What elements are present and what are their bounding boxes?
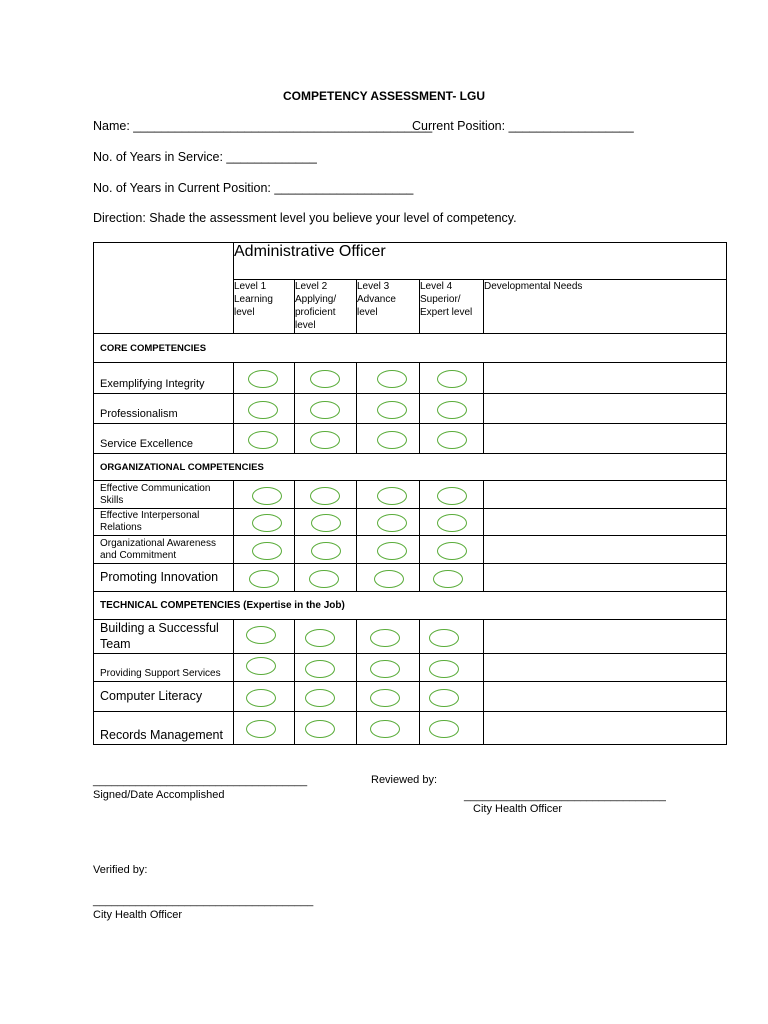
rating-oval[interactable] xyxy=(437,401,467,419)
level-cell[interactable] xyxy=(357,654,420,682)
reviewer-signature-line[interactable]: _________________________________ xyxy=(464,790,666,802)
rating-oval[interactable] xyxy=(246,657,276,675)
table-corner-cell xyxy=(94,243,234,334)
level-cell[interactable] xyxy=(234,509,295,536)
rating-oval[interactable] xyxy=(249,570,279,588)
level-cell[interactable] xyxy=(295,654,357,682)
document-title: COMPETENCY ASSESSMENT- LGU xyxy=(282,89,486,103)
rating-oval[interactable] xyxy=(310,401,340,419)
level-cell[interactable] xyxy=(295,394,357,424)
rating-oval[interactable] xyxy=(437,542,467,560)
rating-oval[interactable] xyxy=(377,401,407,419)
developmental-needs-cell[interactable] xyxy=(484,394,727,424)
level-cell[interactable] xyxy=(234,481,295,509)
competency-label: Computer Literacy xyxy=(94,682,234,712)
level-cell[interactable] xyxy=(234,424,295,454)
level-cell[interactable] xyxy=(295,620,357,654)
level-cell[interactable] xyxy=(357,424,420,454)
rating-oval[interactable] xyxy=(248,370,278,388)
name-field[interactable]: Name: ___________________________________________ xyxy=(93,119,433,133)
current-position-field[interactable]: Current Position: __________________ xyxy=(412,119,634,133)
rating-oval[interactable] xyxy=(370,720,400,738)
competency-label: Effective Interpersonal Relations xyxy=(94,509,234,536)
rating-oval[interactable] xyxy=(305,660,335,678)
competency-label: Building a Successful Team xyxy=(94,620,234,654)
rating-oval[interactable] xyxy=(310,431,340,449)
signed-date-label: Signed/Date Accomplished xyxy=(93,789,225,801)
rating-oval[interactable] xyxy=(377,370,407,388)
level-cell[interactable] xyxy=(420,682,484,712)
competency-label: Service Excellence xyxy=(94,424,234,454)
level-3-header: Level 3 Advance level xyxy=(357,280,420,334)
level-cell[interactable] xyxy=(420,536,484,564)
rating-oval[interactable] xyxy=(246,626,276,644)
rating-oval[interactable] xyxy=(309,570,339,588)
position-title: Administrative Officer xyxy=(234,243,727,280)
rating-oval[interactable] xyxy=(429,660,459,678)
rating-oval[interactable] xyxy=(374,570,404,588)
level-cell[interactable] xyxy=(234,712,295,745)
rating-oval[interactable] xyxy=(377,542,407,560)
level-cell[interactable] xyxy=(420,481,484,509)
reviewer-title: City Health Officer xyxy=(473,803,563,815)
section-header-organizational: ORGANIZATIONAL COMPETENCIES xyxy=(94,454,727,481)
signature-line[interactable]: ___________________________________ xyxy=(93,775,308,787)
level-cell[interactable] xyxy=(357,363,420,394)
level-cell[interactable] xyxy=(420,363,484,394)
level-cell[interactable] xyxy=(420,654,484,682)
developmental-needs-cell[interactable] xyxy=(484,481,727,509)
level-cell[interactable] xyxy=(295,712,357,745)
direction-text: Direction: Shade the assessment level you believe your level of competency. xyxy=(93,211,517,225)
level-cell[interactable] xyxy=(420,564,484,592)
level-cell[interactable] xyxy=(234,620,295,654)
developmental-needs-cell[interactable] xyxy=(484,712,727,745)
developmental-needs-cell[interactable] xyxy=(484,620,727,654)
level-cell[interactable] xyxy=(234,564,295,592)
rating-oval[interactable] xyxy=(246,689,276,707)
competency-label: Effective Communication Skills xyxy=(94,481,234,509)
developmental-needs-cell[interactable] xyxy=(484,363,727,394)
rating-oval[interactable] xyxy=(429,689,459,707)
assessment-table xyxy=(93,242,727,745)
level-cell[interactable] xyxy=(295,682,357,712)
competency-label: Promoting Innovation xyxy=(94,564,234,592)
level-cell[interactable] xyxy=(357,394,420,424)
developmental-needs-header: Developmental Needs xyxy=(484,280,727,334)
developmental-needs-cell[interactable] xyxy=(484,682,727,712)
rating-oval[interactable] xyxy=(429,720,459,738)
rating-oval[interactable] xyxy=(252,542,282,560)
verified-by-label: Verified by: xyxy=(93,864,148,876)
level-cell[interactable] xyxy=(234,363,295,394)
level-cell[interactable] xyxy=(234,394,295,424)
rating-oval[interactable] xyxy=(248,401,278,419)
rating-oval[interactable] xyxy=(437,487,467,505)
level-cell[interactable] xyxy=(357,712,420,745)
rating-oval[interactable] xyxy=(311,542,341,560)
rating-oval[interactable] xyxy=(433,570,463,588)
level-cell[interactable] xyxy=(420,620,484,654)
rating-oval[interactable] xyxy=(437,431,467,449)
level-cell[interactable] xyxy=(420,712,484,745)
competency-label: Organizational Awareness and Commitment xyxy=(94,536,234,564)
level-cell[interactable] xyxy=(420,394,484,424)
rating-oval[interactable] xyxy=(252,487,282,505)
level-cell[interactable] xyxy=(295,509,357,536)
rating-oval[interactable] xyxy=(310,487,340,505)
level-4-header: Level 4 Superior/ Expert level xyxy=(420,280,484,334)
level-cell[interactable] xyxy=(357,682,420,712)
developmental-needs-cell[interactable] xyxy=(484,564,727,592)
rating-oval[interactable] xyxy=(437,514,467,532)
level-cell[interactable] xyxy=(295,363,357,394)
level-cell[interactable] xyxy=(357,620,420,654)
developmental-needs-cell[interactable] xyxy=(484,509,727,536)
section-header-technical: TECHNICAL COMPETENCIES (Expertise in the Job) xyxy=(94,592,727,620)
competency-label: Providing Support Services xyxy=(94,654,234,682)
level-cell[interactable] xyxy=(295,481,357,509)
rating-oval[interactable] xyxy=(311,514,341,532)
section-header-core: CORE COMPETENCIES xyxy=(94,334,727,363)
competency-label: Professionalism xyxy=(94,394,234,424)
competency-label: Exemplifying Integrity xyxy=(94,363,234,394)
rating-oval[interactable] xyxy=(370,689,400,707)
rating-oval[interactable] xyxy=(377,514,407,532)
level-cell[interactable] xyxy=(295,424,357,454)
developmental-needs-cell[interactable] xyxy=(484,654,727,682)
level-cell[interactable] xyxy=(420,509,484,536)
level-cell[interactable] xyxy=(357,564,420,592)
verifier-signature-line[interactable]: ____________________________________ xyxy=(93,895,314,907)
rating-oval[interactable] xyxy=(437,370,467,388)
rating-oval[interactable] xyxy=(377,487,407,505)
level-cell[interactable] xyxy=(234,536,295,564)
rating-oval[interactable] xyxy=(305,720,335,738)
developmental-needs-cell[interactable] xyxy=(484,424,727,454)
level-1-header: Level 1 Learning level xyxy=(234,280,295,334)
rating-oval[interactable] xyxy=(252,514,282,532)
rating-oval[interactable] xyxy=(305,689,335,707)
level-cell[interactable] xyxy=(357,509,420,536)
level-cell[interactable] xyxy=(357,536,420,564)
level-2-header: Level 2 Applying/ proficient level xyxy=(295,280,357,334)
competency-label: Records Management xyxy=(94,712,234,745)
level-cell[interactable] xyxy=(295,564,357,592)
rating-oval[interactable] xyxy=(305,629,335,647)
level-cell[interactable] xyxy=(357,481,420,509)
rating-oval[interactable] xyxy=(429,629,459,647)
level-cell[interactable] xyxy=(234,654,295,682)
verifier-title: City Health Officer xyxy=(93,909,183,921)
developmental-needs-cell[interactable] xyxy=(484,536,727,564)
level-cell[interactable] xyxy=(234,682,295,712)
rating-oval[interactable] xyxy=(370,660,400,678)
rating-oval[interactable] xyxy=(246,720,276,738)
level-cell[interactable] xyxy=(295,536,357,564)
years-in-current-position-field[interactable]: No. of Years in Current Position: ____________________ xyxy=(93,181,414,195)
level-cell[interactable] xyxy=(420,424,484,454)
rating-oval[interactable] xyxy=(310,370,340,388)
rating-oval[interactable] xyxy=(248,431,278,449)
rating-oval[interactable] xyxy=(377,431,407,449)
rating-oval[interactable] xyxy=(370,629,400,647)
reviewed-by-label: Reviewed by: xyxy=(371,774,438,786)
years-in-service-field[interactable]: No. of Years in Service: _____________ xyxy=(93,150,317,164)
